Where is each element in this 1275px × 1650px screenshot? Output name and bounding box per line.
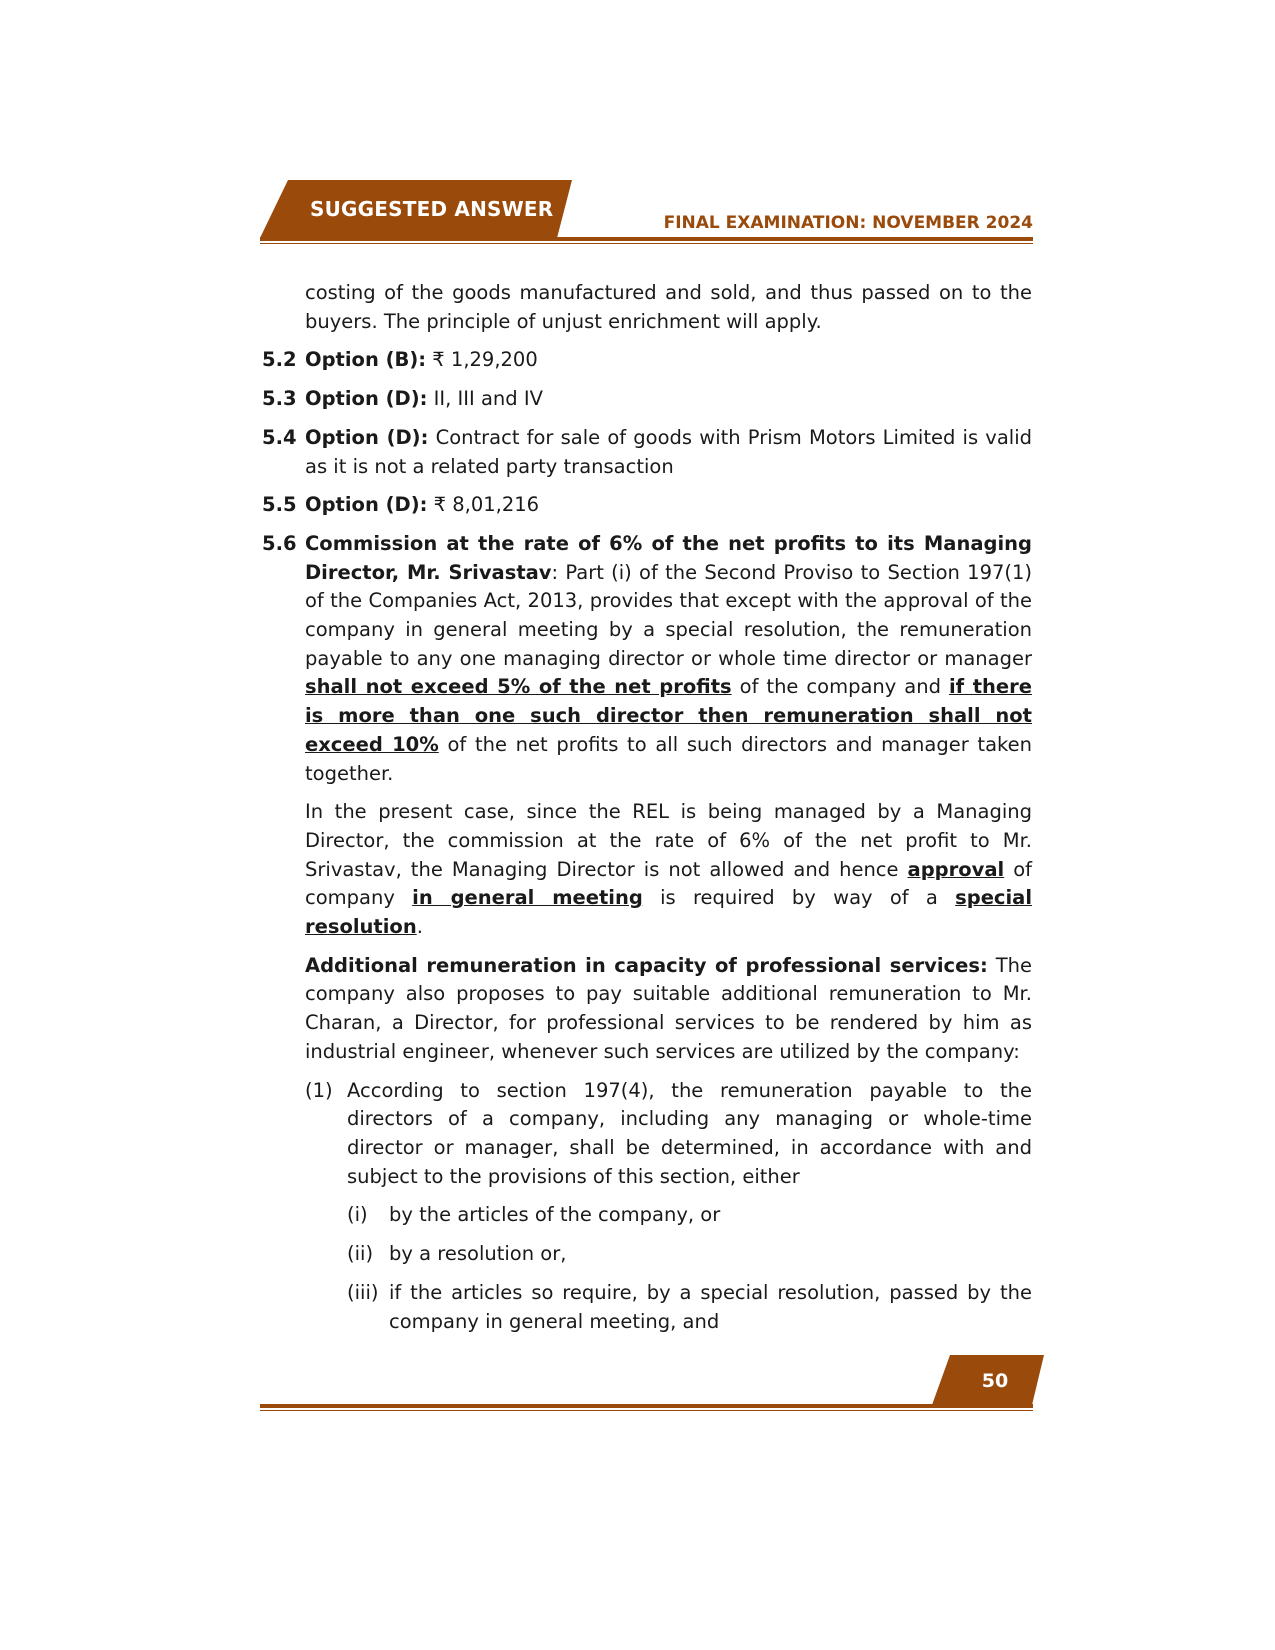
list-marker: (iii) (347, 1280, 379, 1304)
option-label: Option (D): (305, 493, 428, 517)
header-rule-thin (260, 243, 1033, 244)
answer-text: ₹ 1,29,200 (426, 348, 538, 372)
answer-text: : Part (i) of the Second Proviso to Section 197(1) of the Companies Act, 2013, provides that except with the approval of the company in general meeting by a special resolution, the remuneration payable to any one managing director or whole time director or manager (305, 560, 1033, 670)
answer-text: ₹ 8,01,216 (427, 493, 540, 517)
option-label: Option (D): (305, 425, 429, 449)
answer-heading: Commission at the rate of 6% of the net profits to its Managing Director, Mr. Srivastav (305, 531, 1032, 584)
option-label: Option (D): (305, 387, 428, 411)
exam-title: FINAL EXAMINATION: NOVEMBER 2024 (663, 213, 1033, 233)
present-case-paragraph (262, 798, 1032, 942)
answer-text: Contract for sale of goods with Prism Motors Limited is valid as it is not a related party transaction (305, 425, 1033, 478)
paragraph-text: of company (305, 857, 1032, 910)
paragraph-text: In the present case, since the REL is being managed by a Managing Director, the commission at the rate of 6% of the net profit to Mr. Srivastav, the Managing Director is not allowed and hence (305, 800, 1032, 881)
option-label: Option (B): (305, 348, 427, 372)
footer-rule-thin (260, 1410, 1033, 1411)
answer-5-6 (262, 530, 1032, 788)
continued-paragraph: costing of the goods manufactured and sold, and thus passed on to the buyers. The principle of unjust enrichment will apply. (305, 281, 1032, 333)
list-text: by the articles of the company, or (389, 1203, 721, 1227)
paragraph-heading: Additional remuneration in capacity of professional services: (305, 953, 988, 977)
answer-5-2 (262, 346, 1032, 375)
list-marker: (1) (305, 1078, 333, 1102)
question-number: 5.2 (262, 348, 297, 372)
list-item (262, 1077, 1032, 1192)
answer-5-5 (262, 491, 1032, 520)
emphasis-text: shall not exceed 5% of the net profits (305, 675, 732, 699)
emphasis-text: in general meeting (412, 886, 643, 910)
emphasis-text: approval (907, 857, 1005, 881)
sub-list-item (262, 1279, 1032, 1336)
question-number: 5.4 (262, 425, 297, 449)
answer-text: of the company and (731, 675, 949, 699)
header-rule (260, 237, 1033, 241)
list-text: by a resolution or, (389, 1242, 567, 1266)
paragraph-text: The company also proposes to pay suitable additional remuneration to Mr. Charan, a Director, for professional services to be rendered by him as industrial engineer, whenever such services are utilized by the company: (305, 953, 1032, 1063)
question-number: 5.5 (262, 493, 297, 517)
question-number: 5.6 (262, 531, 297, 555)
header-tab-label: SUGGESTED ANSWER (310, 197, 554, 221)
answer-text: of the net profits to all such directors and manager taken together. (305, 732, 1032, 785)
sub-list-item (262, 1201, 1032, 1230)
list-text: if the articles so require, by a special resolution, passed by the company in general meeting, and (389, 1280, 1032, 1333)
list-marker: (i) (347, 1203, 368, 1227)
additional-remuneration-paragraph (262, 952, 1032, 1067)
list-marker: (ii) (347, 1242, 374, 1266)
answer-body (262, 279, 1032, 1346)
sub-list-item (262, 1240, 1032, 1269)
answer-text: II, III and IV (427, 387, 543, 411)
page-number: 50 (981, 1370, 1009, 1392)
list-text: According to section 197(4), the remuneration payable to the directors of a company, including any managing or whole-time director or manager, shall be determined, in accordance with and subject to the provisions of this section, either (347, 1078, 1032, 1188)
answer-5-4 (262, 424, 1032, 481)
paragraph-text: . (416, 915, 423, 939)
answer-5-3 (262, 385, 1032, 414)
paragraph-text: is required by way of a (642, 886, 956, 910)
emphasis-text: special resolution (305, 886, 1033, 939)
footer-rule (260, 1404, 1033, 1408)
emphasis-text: if there is more than one such director then remuneration shall not exceed 10% (305, 675, 1032, 756)
question-number: 5.3 (262, 387, 297, 411)
